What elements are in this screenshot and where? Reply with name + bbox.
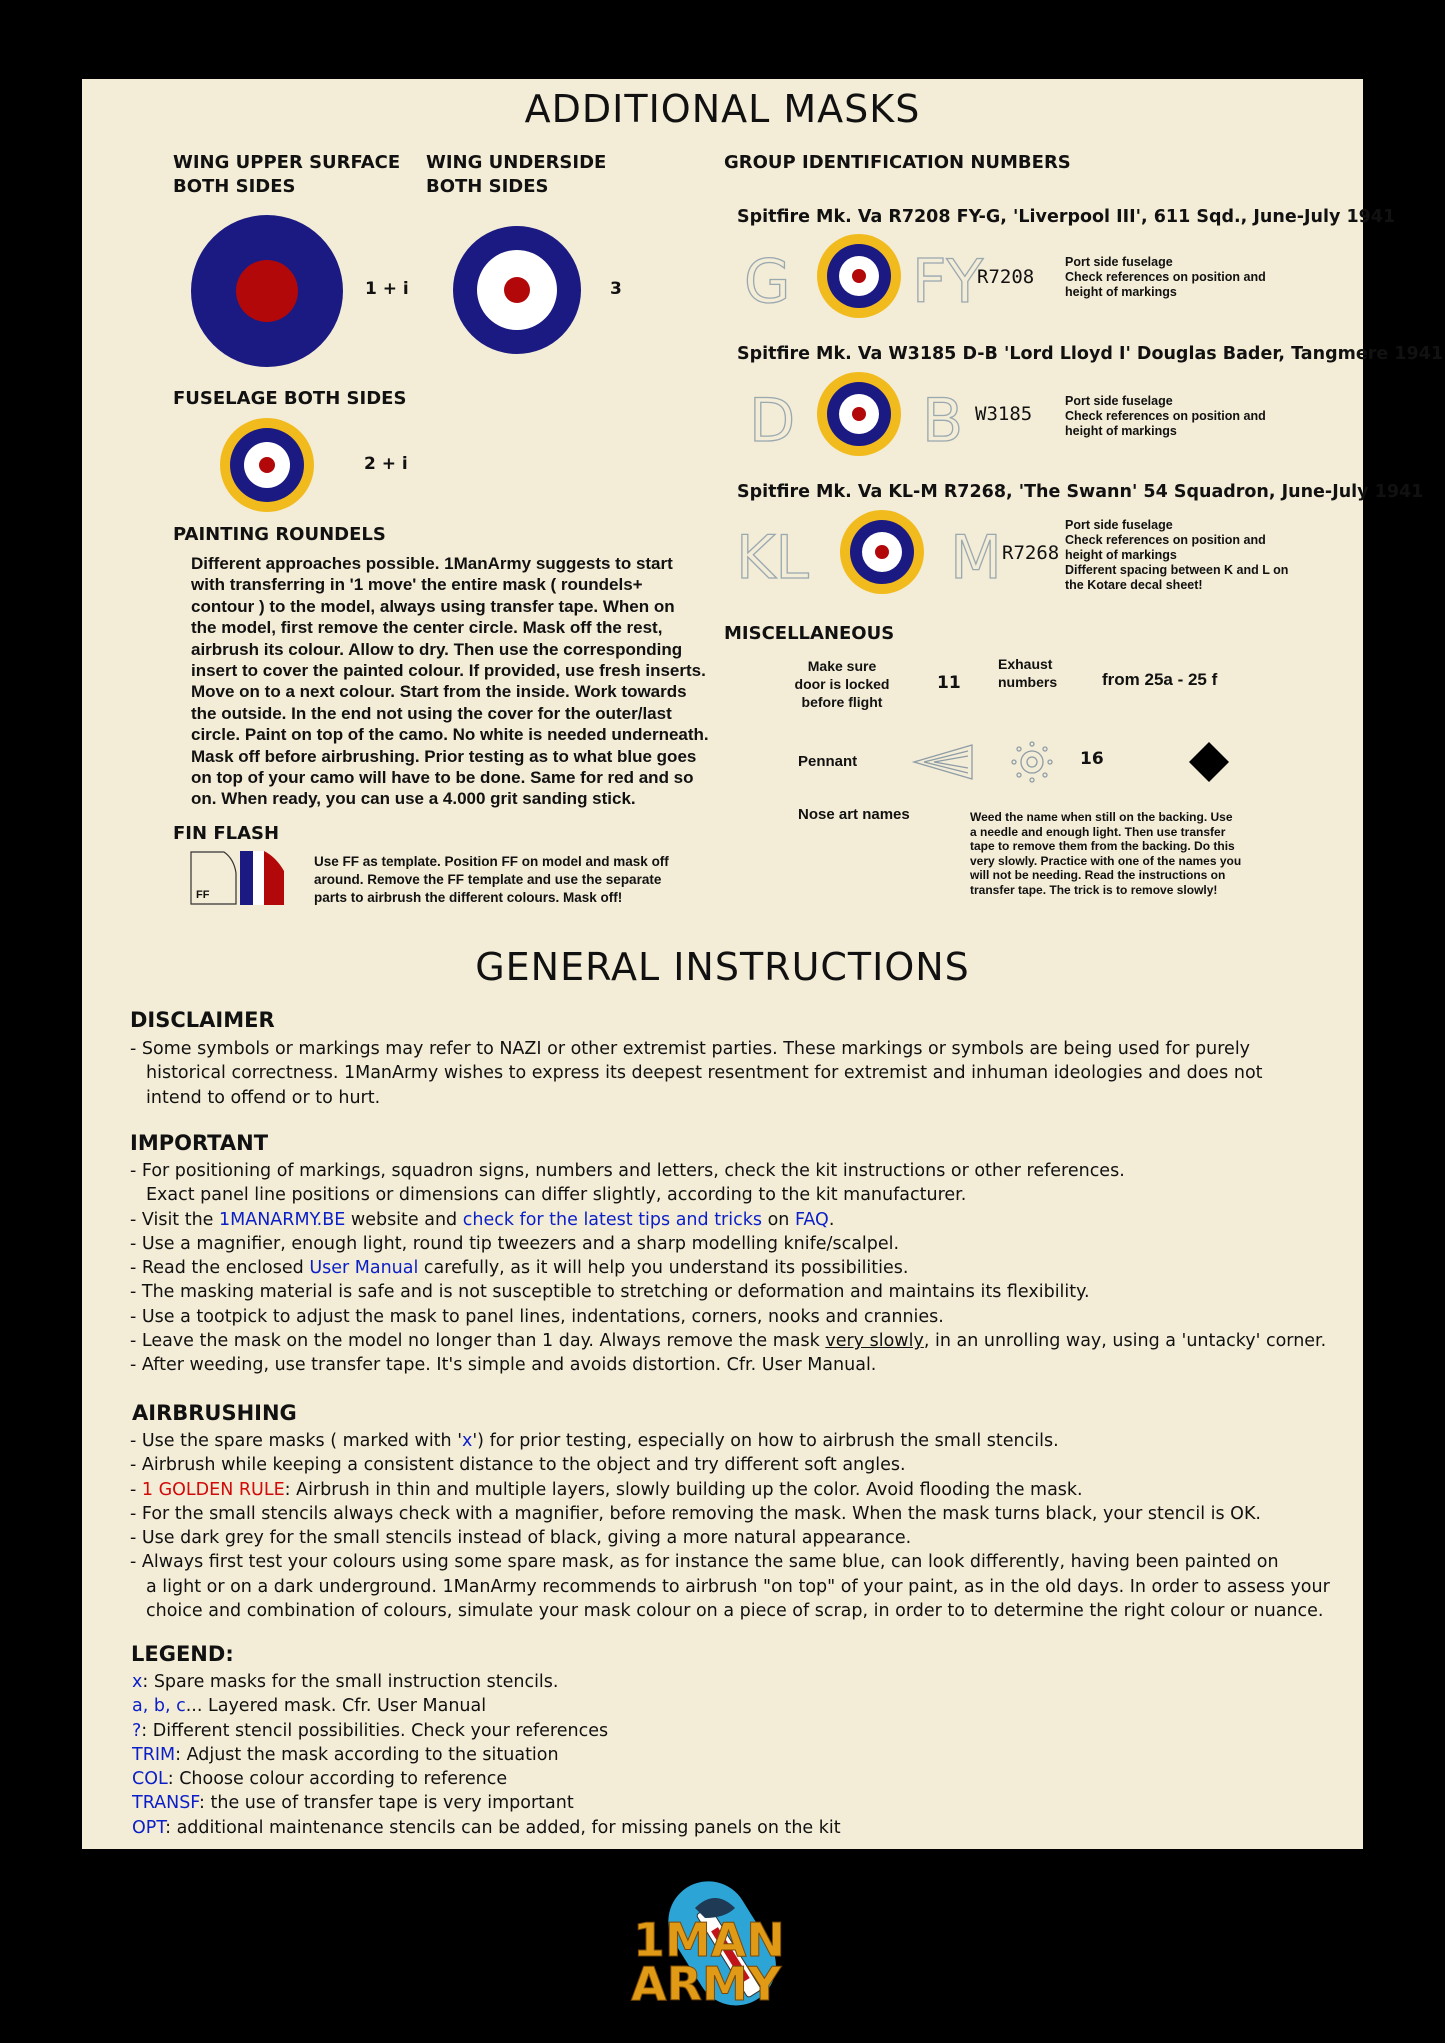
aircraft-3-serial: R7268 — [1002, 542, 1060, 564]
legend-item: TRIM: Adjust the mask according to the situation — [132, 1744, 559, 1765]
important-remove-line: - Leave the mask on the model no longer than 1 day. Always remove the mask very slowly, in an unrolling way, using a 'untacky' corner. — [130, 1331, 1327, 1352]
door-count: 11 — [937, 673, 961, 693]
important-text: - For positioning of markings, squadron signs, numbers and letters, check the kit instructions or other references. Exact panel line positions or dimensions can differ slightly, according to the kit manufacturer. - Visit the 1MANARMY.BE website and check for the latest tips and tricks on FAQ. - Use a magnifier, enough light, round tip tweezers and a sharp modelling knife/scalpel. - Read the enclosed User Manual carefully, as it will help you understand its possibilities. - The masking material is safe and is not susceptible to stretching or deformation and maintains its flexibility. - Use a tootpick to adjust the mask to panel lines, indentations, corners, nooks and crannies. - Leave the mask on the model no longer than 1 day. Always remove the mask very slowly, in an unrolling way, using a 'untacky' corner. - After weeding, use transfer tape. It's simple and avoids distortion. Cfr. User Manual. — [130, 1161, 1327, 1376]
fuselage-roundel — [219, 417, 315, 513]
fuselage-heading: FUSELAGE BOTH SIDES — [173, 388, 407, 409]
aircraft-1-notes: Port side fuselage Check references on position and height of markings — [1065, 255, 1266, 299]
aircraft-1-roundel — [816, 233, 902, 319]
nose-art-text: Weed the name when still on the backing. Use a needle and enough light. Then use transfer tape to remove them from the backing. Do this very slowly. Practice with one of the names you will not be needing. Read the instructions on transfer tape. The trick is to remove slowly! — [970, 810, 1242, 897]
door-label: Make sure door is locked before flight — [794, 658, 890, 710]
legend-item: ?: Different stencil possibilities. Check your references — [132, 1720, 609, 1741]
legend-list — [132, 1670, 841, 1840]
painting-roundels-text: Different approaches possible. 1ManArmy suggests to start with transferring in '1 move' the entire mask ( roundels+ contour ) to the model, always using transfer tape. When on the model, first remove the center circle. Mask off the rest, airbrush its colour. Allow to dry. Then use the corresponding insert to cover the painted colour. If provided, use fresh inserts. Move on to a next colour. Start from the inside. Work towards the outside. In the end not using the cover for the outer/last circle. Paint on top of the camo. No white is needed underneath. Mask off before airbrushing. Prior testing as to what blue goes on top of your camo will have to be done. Same for red and so on. When ready, you can use a 4.000 grit sanding stick. — [191, 554, 709, 809]
important-heading: IMPORTANT — [130, 1131, 269, 1155]
aircraft-2-serial: W3185 — [975, 403, 1033, 425]
group-id-heading: GROUP IDENTIFICATION NUMBERS — [724, 152, 1071, 173]
svg-text:1MAN: 1MAN — [633, 1913, 785, 1967]
exhaust-label: Exhaust numbers — [998, 656, 1058, 690]
nose-art-label: Nose art names — [798, 806, 910, 823]
legend-item: x: Spare masks for the small instruction stencils. — [132, 1672, 559, 1692]
legend-item: a, b, c... Layered mask. Cfr. User Manual — [132, 1696, 487, 1717]
important-visit-line: - Visit the 1MANARMY.BE website and check for the latest tips and tricks on FAQ. — [130, 1209, 835, 1230]
fin-flash-heading: FIN FLASH — [173, 823, 280, 844]
miscellaneous-heading: MISCELLANEOUS — [724, 623, 895, 644]
aircraft-3-code-left — [734, 520, 824, 593]
pennant-icon — [912, 742, 974, 782]
svg-text:G: G — [744, 247, 791, 317]
disclaimer-text: - Some symbols or markings may refer to NAZI or other extremist parties. These markings or symbols are being used for purely historical correctness. 1ManArmy wishes to express its deepest resentment for extremist and inhuman ideologies and does not intend to offend or to hurt. — [130, 1039, 1263, 1108]
aircraft-3-roundel — [839, 509, 925, 595]
aircraft-3-code-right — [948, 520, 1003, 593]
aircraft-1-serial: R7208 — [977, 266, 1035, 288]
fuselage-count: 2 + i — [364, 454, 408, 474]
exhaust-range: from 25a - 25 f — [1102, 670, 1218, 689]
airbrushing-heading: AIRBRUSHING — [132, 1401, 297, 1425]
airbrushing-text: - Use the spare masks ( marked with 'x') for prior testing, especially on how to airbrush the small stencils. - Airbrush while keeping a consistent distance to the object and try different soft angles. - 1 GOLDEN RULE: Airbrush in thin and multiple layers, slowly building up the color. Avoid flooding the mask. - For the small stencils always check with a magnifier, before removing the mask. When the mask turns black, your stencil is OK. - Use dark grey for the small stencils instead of black, giving a more natural appearance. - Always first test your colours using some spare mask, as for instance the same blue, can look differently, having been painted on a light or on a dark underground. 1ManArmy recommends to airbrush "on top" of your paint, as in the old days. In order to assess your choice and combination of colours, simulate your mask colour on a piece of scrap, in order to to determine the right colour or nuance. — [130, 1431, 1330, 1622]
svg-text:D: D — [749, 386, 796, 456]
aircraft-2-roundel — [816, 371, 902, 457]
wing-upper-count: 1 + i — [365, 279, 409, 299]
1manarmy-logo — [625, 1878, 825, 2011]
additional-masks-title: ADDITIONAL MASKS — [524, 87, 921, 131]
legend-heading: LEGEND: — [131, 1642, 234, 1666]
painting-roundels-heading: PAINTING ROUNDELS — [173, 524, 386, 545]
svg-text:FY: FY — [912, 247, 984, 317]
disclaimer-heading: DISCLAIMER — [130, 1008, 275, 1032]
aircraft-2-notes: Port side fuselage Check references on position and height of markings — [1065, 394, 1266, 438]
wing-upper-heading: WING UPPER SURFACE BOTH SIDES — [173, 152, 401, 197]
legend-item: TRANSF: the use of transfer tape is very important — [132, 1793, 574, 1814]
legend-item: OPT: additional maintenance stencils can be added, for missing panels on the kit — [132, 1817, 841, 1838]
tips-link[interactable]: check for the latest tips and tricks — [462, 1209, 762, 1230]
aircraft-2-title: Spitfire Mk. Va W3185 D-B 'Lord Lloyd I' Douglas Bader, Tangmere 1941 — [737, 344, 1443, 364]
aircraft-3-notes: Port side fuselage Check references on position and height of markings Different spacing between K and L on the Kotare decal sheet! — [1065, 518, 1289, 592]
instruction-sheet — [82, 79, 1443, 1849]
legend-item: COL: Choose colour according to reference — [132, 1769, 508, 1790]
wing-upper-roundel — [190, 214, 344, 368]
faq-link[interactable]: FAQ — [794, 1209, 829, 1230]
aircraft-1-code-left — [742, 244, 791, 317]
fin-flash-tricolour — [240, 851, 286, 905]
general-instructions-title: GENERAL INSTRUCTIONS — [475, 945, 970, 989]
airbrush-spare-line: - Use the spare masks ( marked with 'x') for prior testing, especially on how to airbrush the small stencils. — [130, 1431, 1059, 1451]
svg-text:B: B — [922, 386, 964, 456]
user-manual-link[interactable]: User Manual — [309, 1258, 419, 1279]
website-link[interactable]: 1MANARMY.BE — [219, 1209, 346, 1230]
important-manual-line: - Read the enclosed User Manual carefully, as it will help you understand its possibilities. — [130, 1258, 909, 1279]
svg-text:KL: KL — [736, 523, 809, 593]
svg-text:ARMY: ARMY — [631, 1957, 782, 2011]
golden-rule-line: - 1 GOLDEN RULE: Airbrush in thin and multiple layers, slowly building up the color. Avoid flooding the mask. — [130, 1479, 1083, 1500]
aircraft-1-title: Spitfire Mk. Va R7208 FY-G, 'Liverpool III', 611 Sqd., June-July 1941 — [737, 207, 1396, 227]
wing-under-count: 3 — [610, 279, 622, 299]
aircraft-3-title: Spitfire Mk. Va KL-M R7268, 'The Swann' 54 Squadron, June-July 1941 — [737, 482, 1424, 502]
gear-stencil-icon — [1010, 740, 1054, 784]
aircraft-2-code-right — [920, 383, 965, 456]
svg-text:M: M — [950, 523, 1002, 593]
pennant-count: 16 — [1080, 749, 1104, 769]
pennant-label: Pennant — [798, 753, 858, 770]
fin-flash-tag: FF — [196, 889, 210, 901]
golden-rule: 1 GOLDEN RULE — [141, 1479, 285, 1500]
aircraft-2-code-left — [747, 383, 796, 456]
wing-under-heading: WING UNDERSIDE BOTH SIDES — [426, 152, 607, 197]
diamond-icon — [1187, 740, 1231, 784]
wing-under-roundel — [452, 225, 582, 355]
fin-flash-text: Use FF as template. Position FF on model and mask off around. Remove the FF template and use the separate parts to airbrush the different colours. Mask off! — [314, 854, 669, 905]
